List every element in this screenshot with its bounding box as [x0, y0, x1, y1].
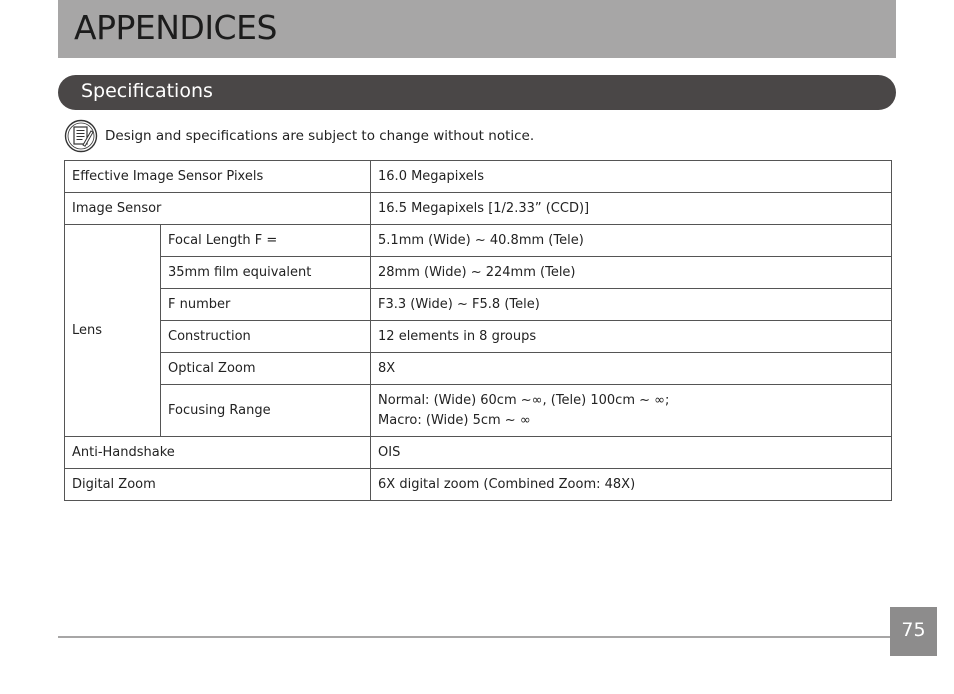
table-row [65, 289, 892, 321]
spec-value-line: Normal: (Wide) 60cm ~∞, (Tele) 100cm ~ ∞; [378, 392, 670, 408]
page-number: 75 [890, 607, 937, 656]
spec-label: Image Sensor [65, 193, 371, 225]
table-row [65, 225, 892, 257]
table-row [65, 193, 892, 225]
spec-value: 16.5 Megapixels [1/2.33” (CCD)] [371, 193, 892, 225]
spec-group-label-lens: Lens [65, 225, 161, 437]
table-row [65, 353, 892, 385]
spec-value: F3.3 (Wide) ~ F5.8 (Tele) [371, 289, 892, 321]
table-row [65, 321, 892, 353]
page-title: APPENDICES [74, 8, 277, 47]
spec-value: 5.1mm (Wide) ~ 40.8mm (Tele) [371, 225, 892, 257]
table-row [65, 161, 892, 193]
note-text: Design and specifications are subject to change without notice. [105, 128, 535, 144]
spec-label: Effective Image Sensor Pixels [65, 161, 371, 193]
section-title: Specifications [81, 80, 213, 102]
spec-label: Anti-Handshake [65, 437, 371, 469]
specifications-table [64, 160, 892, 501]
spec-sublabel: Optical Zoom [161, 353, 371, 385]
table-row [65, 437, 892, 469]
footer-divider [58, 636, 890, 638]
spec-value: 16.0 Megapixels [371, 161, 892, 193]
spec-sublabel: F number [161, 289, 371, 321]
section-header [58, 75, 896, 110]
spec-sublabel: Focal Length F = [161, 225, 371, 257]
spec-value: 12 elements in 8 groups [371, 321, 892, 353]
spec-sublabel: 35mm film equivalent [161, 257, 371, 289]
note-icon [64, 119, 98, 153]
table-row [65, 257, 892, 289]
spec-value-line: Macro: (Wide) 5cm ~ ∞ [378, 412, 531, 428]
spec-sublabel: Focusing Range [161, 385, 371, 437]
spec-sublabel: Construction [161, 321, 371, 353]
table-row [65, 469, 892, 501]
spec-label: Digital Zoom [65, 469, 371, 501]
spec-value: 8X [371, 353, 892, 385]
spec-value: OIS [371, 437, 892, 469]
header-bar [58, 0, 896, 58]
spec-value: 6X digital zoom (Combined Zoom: 48X) [371, 469, 892, 501]
spec-value: 28mm (Wide) ~ 224mm (Tele) [371, 257, 892, 289]
table-row [65, 385, 892, 437]
spec-value-multiline [371, 385, 892, 437]
